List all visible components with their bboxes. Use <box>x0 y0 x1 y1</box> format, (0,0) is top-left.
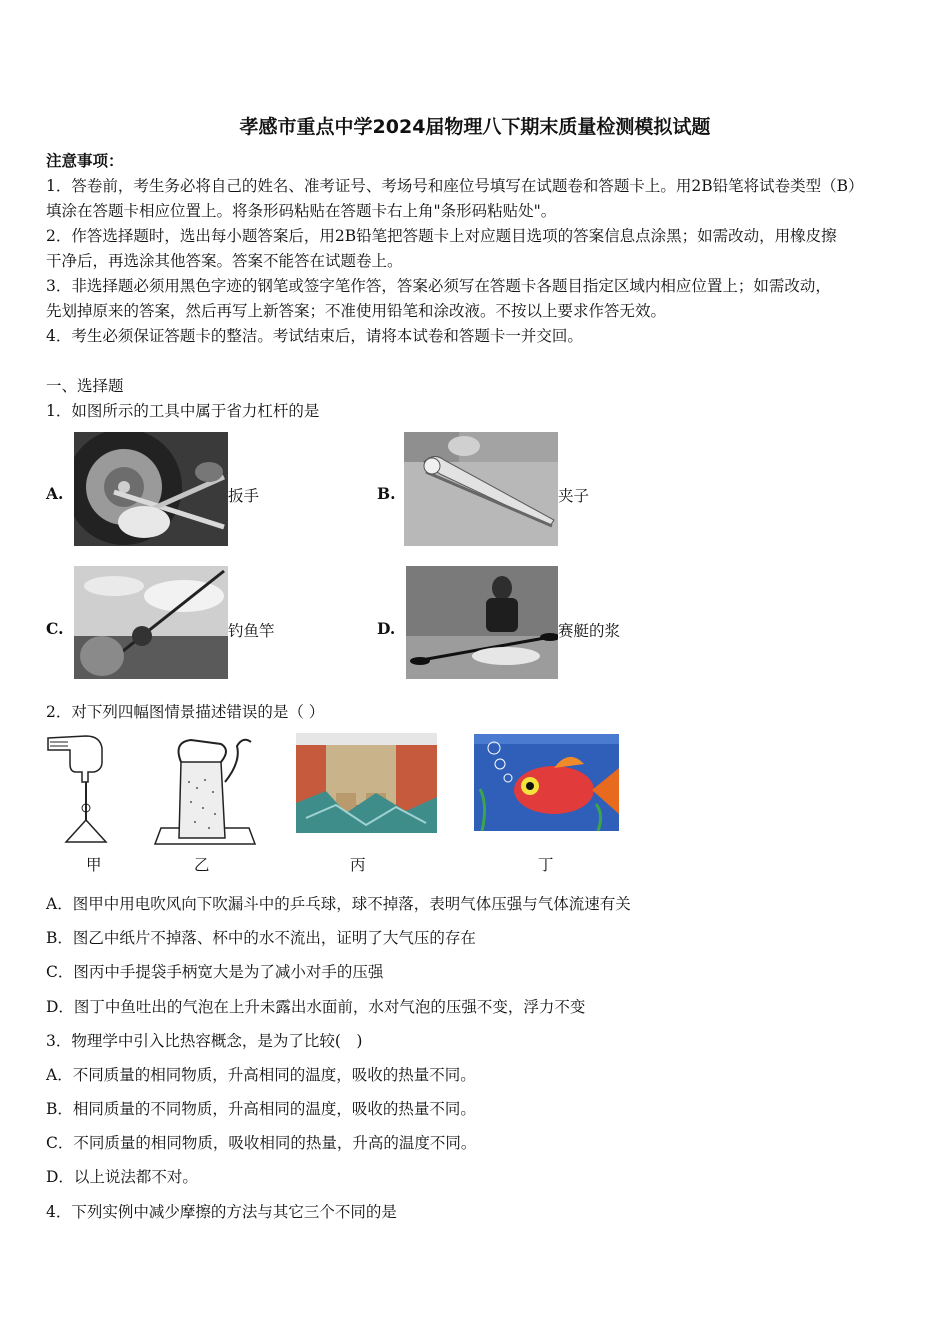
q1-option-b-letter: B. <box>377 484 396 503</box>
notice-line: 2．作答选择题时，选出每小题答案后，用2B铅笔把答题卡上对应题目选项的答案信息点涂黑；如需改动，用橡皮擦 <box>46 227 837 245</box>
q2-option-b: B．图乙中纸片不掉落、杯中的水不流出，证明了大气压的存在 <box>46 929 476 947</box>
figure-label-jia: 甲 <box>86 856 102 874</box>
q1-option-b-caption: 夹子 <box>558 487 590 505</box>
wrench-photo <box>74 432 228 546</box>
notice-line: 干净后，再选涂其他答案。答案不能答在试题卷上。 <box>46 252 403 270</box>
notice-heading: 注意事项： <box>46 151 124 170</box>
q3-option-b: B．相同质量的不同物质，升高相同的温度，吸收的热量不同。 <box>46 1100 476 1118</box>
notice-line: 4．考生必须保证答题卡的整洁。考试结束后，请将本试卷和答题卡一并交回。 <box>46 327 583 345</box>
fishing-rod-photo <box>74 566 228 679</box>
cup-paper-figure <box>151 732 259 848</box>
q3-option-a: A．不同质量的相同物质，升高相同的温度，吸收的热量不同。 <box>46 1066 476 1084</box>
question-4-stem: 4．下列实例中减少摩擦的方法与其它三个不同的是 <box>46 1203 397 1221</box>
kayak-paddle-photo <box>406 566 558 679</box>
q1-option-a-caption: 扳手 <box>228 487 260 505</box>
fish-bubbles-figure <box>474 734 619 831</box>
q1-option-d-caption: 赛艇的浆 <box>558 622 621 640</box>
q1-option-c-letter: C. <box>46 619 64 638</box>
question-1-stem: 1．如图所示的工具中属于省力杠杆的是 <box>46 402 320 420</box>
notice-line: 1．答卷前，考生务必将自己的姓名、准考证号、考场号和座位号填写在试题卷和答题卡上。用2B铅笔将试卷类型（B） <box>46 177 864 195</box>
section-heading: 一、选择题 <box>46 377 124 395</box>
tongs-photo <box>404 432 558 546</box>
q1-option-d-letter: D. <box>377 619 396 638</box>
notice-line: 3．非选择题必须用黑色字迹的钢笔或签字笔作答，答案必须写在答题卡各题目指定区域内相应位置上；如需改动， <box>46 277 831 295</box>
notice-line: 先划掉原来的答案，然后再写上新答案；不准使用铅笔和涂改液。不按以上要求作答无效。 <box>46 302 667 320</box>
figure-label-yi: 乙 <box>194 856 210 874</box>
q2-option-d: D．图丁中鱼吐出的气泡在上升未露出水面前，水对气泡的压强不变，浮力不变 <box>46 998 586 1016</box>
q1-option-a-letter: A. <box>46 484 64 503</box>
page-title: 孝感市重点中学2024届物理八下期末质量检测模拟试题 <box>239 116 711 138</box>
notice-line: 填涂在答题卡相应位置上。将条形码粘贴在答题卡右上角"条形码粘贴处"。 <box>46 202 557 220</box>
q3-option-d: D．以上说法都不对。 <box>46 1168 198 1186</box>
q2-option-a: A．图甲中用电吹风向下吹漏斗中的乒乓球，球不掉落，表明气体压强与气体流速有关 <box>46 895 631 913</box>
question-2-stem: 2．对下列四幅图情景描述错误的是（ ） <box>46 703 325 721</box>
hair-dryer-funnel-figure <box>46 732 116 848</box>
question-3-stem: 3．物理学中引入比热容概念，是为了比较( ) <box>46 1032 363 1050</box>
figure-label-ding: 丁 <box>538 856 554 874</box>
q1-option-c-caption: 钓鱼竿 <box>228 622 275 640</box>
q3-option-c: C．不同质量的相同物质，吸收相同的热量，升高的温度不同。 <box>46 1134 477 1152</box>
figure-label-bing: 丙 <box>350 856 366 874</box>
shopping-bag-handle-figure <box>296 733 437 833</box>
q2-option-c: C．图丙中手提袋手柄宽大是为了减小对手的压强 <box>46 963 384 981</box>
